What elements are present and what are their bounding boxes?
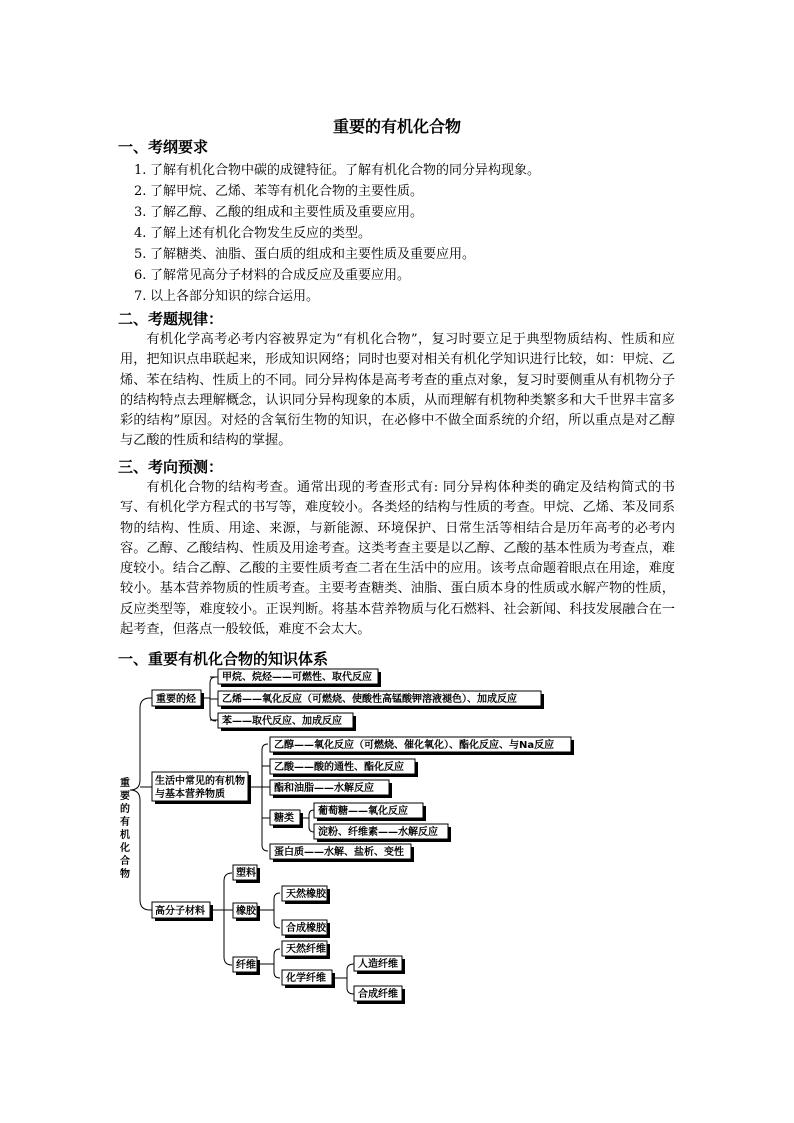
svg-text:生活中常见的有机物: 生活中常见的有机物 (155, 776, 245, 787)
svg-text:天然纤维: 天然纤维 (286, 944, 326, 955)
list-item: 4. 了解上述有机化合物发生反应的类型。 (134, 226, 372, 241)
document-title: 重要的有机化合物 (332, 117, 461, 136)
diagram-root-label (119, 776, 130, 880)
root-label-char: 物 (120, 869, 130, 880)
node-protein (270, 844, 414, 862)
node-glucose (314, 803, 426, 821)
svg-text:乙醇——氧化反应（可燃烧、催化氧化）、酯化反应、与Na反应: 乙醇——氧化反应（可燃烧、催化氧化）、酯化反应、与Na反应 (274, 740, 555, 751)
list-item: 1. 了解有机化合物中碳的成键特征。了解有机化合物的同分异构现象。 (134, 163, 541, 178)
list-item: 6. 了解常见高分子材料的合成反应及重要应用。 (134, 268, 411, 283)
node-ester (270, 780, 392, 798)
node-chemical-fiber (282, 970, 335, 988)
svg-text:与基本营养物质: 与基本营养物质 (155, 789, 225, 800)
list-item: 2. 了解甲烷、乙烯、苯等有机化合物的主要性质。 (134, 184, 424, 199)
svg-text:糖类: 糖类 (274, 813, 294, 824)
node-life-organics (152, 772, 251, 804)
svg-text:重要的有机化合物 (119, 776, 130, 880)
list-item: 7. 以上各部分知识的综合运用。 (134, 289, 320, 304)
list-item: 5. 了解糖类、油脂、蛋白质的组成和主要性质及重要应用。 (134, 247, 476, 262)
section-heading-patterns: 二、考题规律： (118, 310, 224, 328)
node-plastic (233, 865, 260, 883)
list-item: 3. 了解乙醇、乙酸的组成和主要性质及重要应用。 (134, 205, 424, 220)
section-heading-predictions: 三、考向预测： (118, 458, 224, 476)
svg-text:葡萄糖——氧化反应: 葡萄糖——氧化反应 (318, 806, 408, 817)
svg-text:高分子材料: 高分子材料 (155, 906, 205, 917)
root-label-char: 机 (120, 830, 130, 841)
root-label-char: 有 (120, 817, 130, 828)
svg-text:人造纤维: 人造纤维 (358, 959, 398, 970)
node-ethylene (218, 691, 544, 709)
node-methane (218, 669, 381, 687)
node-starch (314, 824, 451, 842)
root-label-char: 化 (120, 843, 130, 854)
root-label-char: 合 (120, 856, 130, 867)
root-label-char: 重 (120, 778, 130, 789)
patterns-paragraph: 有机化学高考必考内容被界定为“有机化合物”，复习时要立足于典型物质结构、性质和应用，把知识点串联起来，形成知识网络；同时也要对相关有机化学知识进行比较，如：甲烷、乙烯、苯在结构、性质上的不同。同分异构体是高考考查的重点对象，复习时要侧重从有机物分子的结构特点去理解概念，认识同分异构现象的本质，从而理解有机物种类繁多和大千世界丰富多彩的结构”原因。对烃的含氧衍生物的知识，在必修中不做全面系统的介绍，所以重点是对乙醇与乙酸的性质和结构的掌握。 (120, 332, 675, 449)
node-synthetic-fiber (354, 986, 405, 1004)
root-label-char: 要 (120, 791, 130, 802)
node-natural-rubber (282, 886, 330, 904)
node-hydrocarbons (152, 690, 204, 709)
node-sugar (270, 810, 303, 828)
svg-text:甲烷、烷烃——可燃性、取代反应: 甲烷、烷烃——可燃性、取代反应 (222, 672, 372, 683)
section-heading-knowledge-system: 一、重要有机化合物的知识体系 (118, 650, 329, 668)
svg-text:淀粉、纤维素——水解反应: 淀粉、纤维素——水解反应 (318, 827, 438, 838)
svg-text:乙烯——氧化反应（可燃烧、使酸性高锰酸钾溶液褪色）、加成反应: 乙烯——氧化反应（可燃烧、使酸性高锰酸钾溶液褪色）、加成反应 (222, 694, 517, 705)
svg-text:乙酸——酸的通性、酯化反应: 乙酸——酸的通性、酯化反应 (274, 762, 404, 773)
predictions-paragraph: 有机化合物的结构考查。通常出现的考查形式有: 同分异构体种类的确定及结构简式的书写、有机化学方程式的书写等，难度较小。各类烃的结构与性质的考查。甲烷、乙烯、苯及同系物的结构、性质、用途、来源，与新能源、环境保护、日常生活等相结合是历年高考的必考内容。乙醇、乙酸结构、性质及用途考查。这类考查主要是以乙醇、乙酸的基本性质为考查点，难度较小。结合乙醇、乙酸的主要性质考查二者在生活中的应用。该考点命题着眼点在用途，难度较小。基本营养物质的性质考查。主要考查糖类、油脂、蛋白质本身的性质或水解产物的性质，反应类型等，难度较小。正误判断。将基本营养物质与化石燃料、社会新闻、科技发展融合在一起考查，但落点一般较低，难度不会太大。 (120, 480, 675, 638)
node-rubber (233, 903, 260, 921)
root-label-char: 的 (120, 804, 130, 815)
svg-text:苯——取代反应、加成反应: 苯——取代反应、加成反应 (222, 716, 342, 727)
svg-text:重要的烃: 重要的烃 (156, 694, 196, 705)
svg-text:酯和油脂——水解反应: 酯和油脂——水解反应 (274, 783, 374, 794)
node-artificial-fiber (354, 956, 405, 974)
node-natural-fiber (282, 941, 330, 959)
section-heading-requirements: 一、考纲要求 (118, 138, 209, 156)
svg-text:化学纤维: 化学纤维 (286, 973, 326, 984)
svg-text:蛋白质——水解、盐析、变性: 蛋白质——水解、盐析、变性 (274, 847, 404, 858)
svg-text:橡胶: 橡胶 (236, 906, 256, 917)
svg-text:天然橡胶: 天然橡胶 (286, 889, 326, 900)
node-fiber (233, 957, 260, 975)
svg-text:纤维: 纤维 (236, 960, 256, 971)
node-benzene (218, 713, 356, 731)
svg-text:塑料: 塑料 (236, 868, 256, 879)
node-ethanol (270, 737, 574, 755)
node-polymer (152, 902, 213, 921)
svg-text:合成橡胶: 合成橡胶 (286, 923, 326, 934)
svg-text:合成纤维: 合成纤维 (358, 989, 398, 1000)
node-acetic-acid (270, 759, 418, 777)
node-synthetic-rubber (282, 920, 330, 938)
